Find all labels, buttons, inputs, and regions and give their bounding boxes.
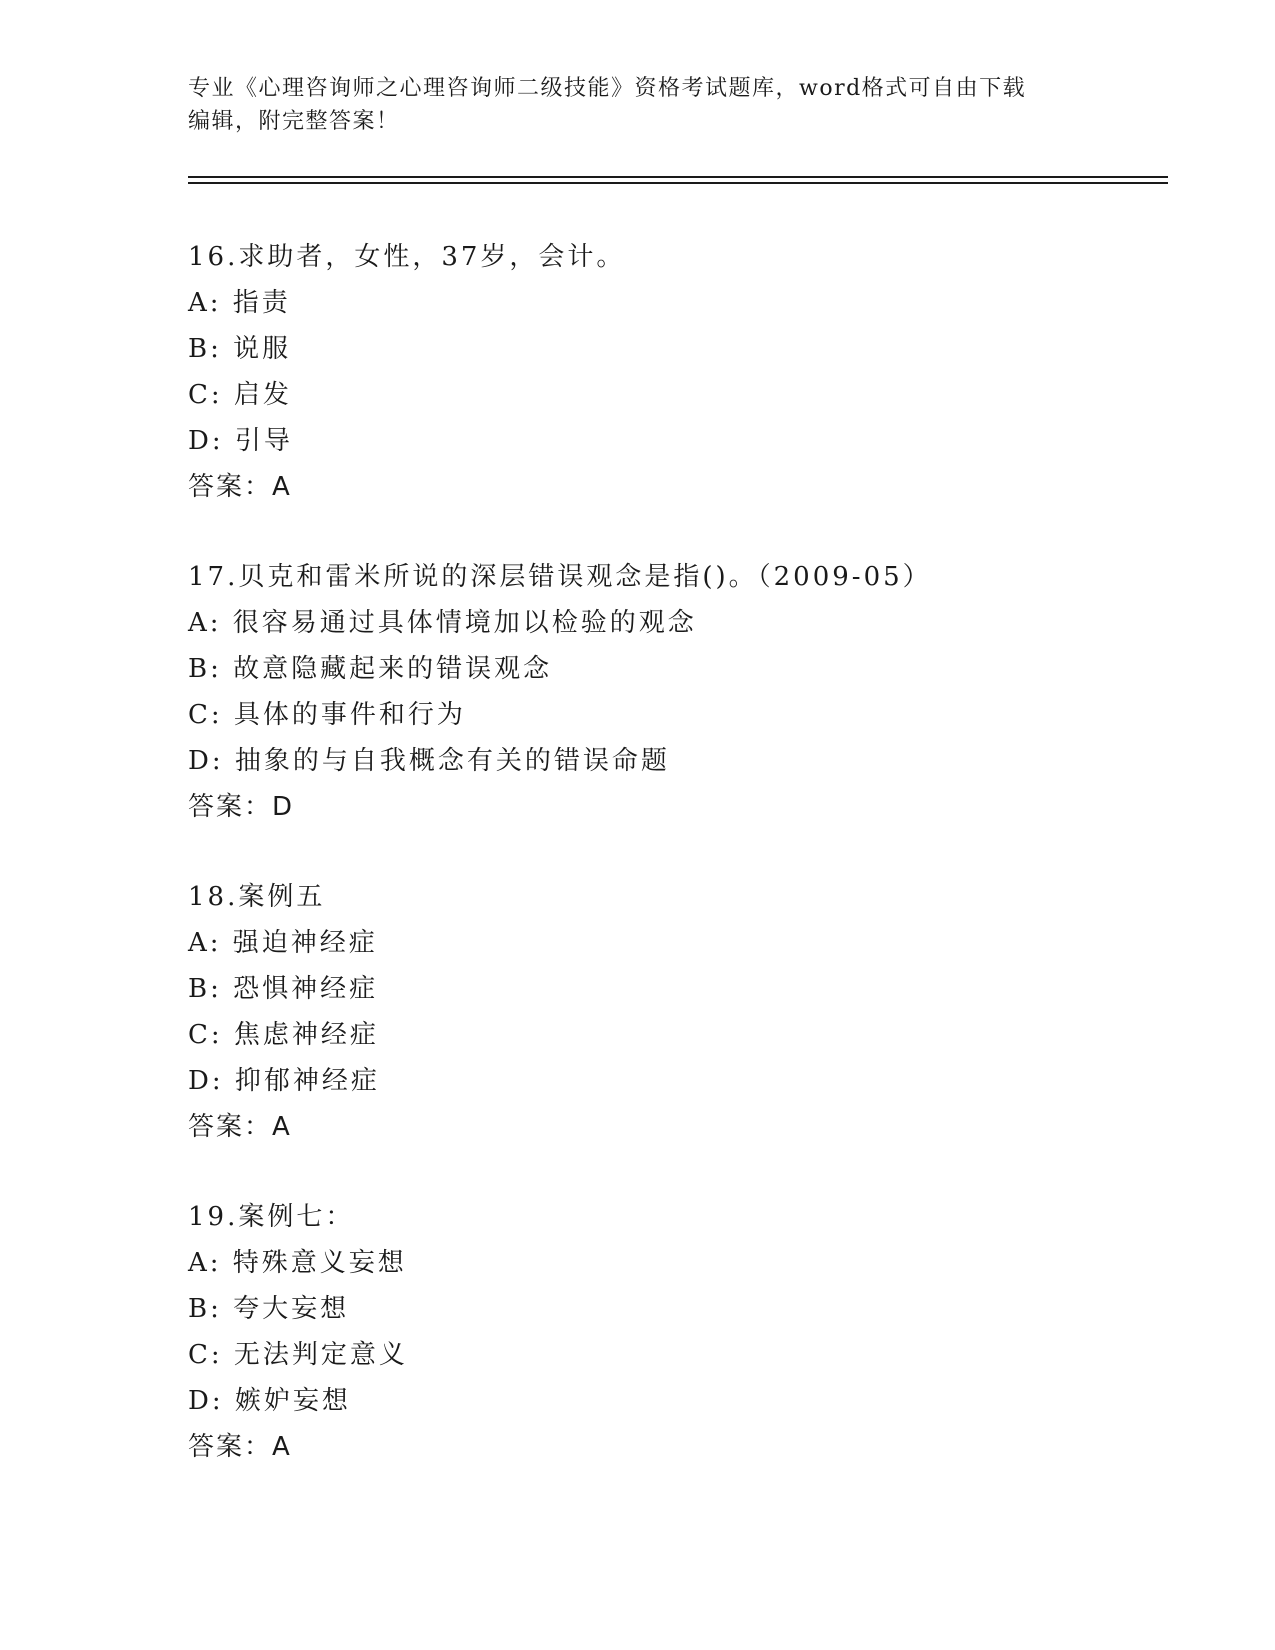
document-header	[188, 72, 1088, 138]
answer-line: 答案：D	[188, 792, 295, 822]
option-d: D: 引导	[188, 426, 293, 456]
question-stem: 19.案例七：	[188, 1202, 355, 1232]
header-line-1: 专业《心理咨询师之心理咨询师二级技能》资格考试题库，word格式可自由下载	[188, 76, 1027, 101]
option-b: B: 故意隐藏起来的错误观念	[188, 654, 553, 684]
answer-line: 答案：A	[188, 472, 292, 502]
question-16	[188, 234, 1168, 510]
question-18	[188, 874, 1168, 1150]
option-c: C: 无法判定意义	[188, 1340, 408, 1370]
option-c: C: 焦虑神经症	[188, 1020, 379, 1050]
question-19	[188, 1194, 1168, 1470]
option-d: D: 抑郁神经症	[188, 1066, 380, 1096]
answer-line: 答案：A	[188, 1432, 292, 1462]
option-a: A: 特殊意义妄想	[188, 1248, 407, 1278]
option-c: C: 启发	[188, 380, 292, 410]
question-stem: 18.案例五	[188, 882, 326, 912]
header-divider-bottom	[188, 182, 1168, 184]
option-b: B: 夸大妄想	[188, 1294, 350, 1324]
header-divider-top	[188, 176, 1168, 178]
option-d: D: 嫉妒妄想	[188, 1386, 351, 1416]
question-list	[188, 234, 1168, 1470]
option-d: D: 抽象的与自我概念有关的错误命题	[188, 746, 670, 776]
option-a: A: 指责	[188, 288, 291, 318]
answer-line: 答案：A	[188, 1112, 292, 1142]
option-b: B: 恐惧神经症	[188, 974, 379, 1004]
question-17	[188, 554, 1168, 830]
option-c: C: 具体的事件和行为	[188, 700, 466, 730]
option-a: A: 强迫神经症	[188, 928, 378, 958]
option-a: A: 很容易通过具体情境加以检验的观念	[188, 608, 697, 638]
option-b: B: 说服	[188, 334, 292, 364]
question-stem: 16.求助者，女性，37岁，会计。	[188, 242, 626, 272]
question-stem: 17.贝克和雷米所说的深层错误观念是指()。（2009-05）	[188, 562, 932, 592]
header-line-2: 编辑，附完整答案！	[188, 109, 400, 134]
